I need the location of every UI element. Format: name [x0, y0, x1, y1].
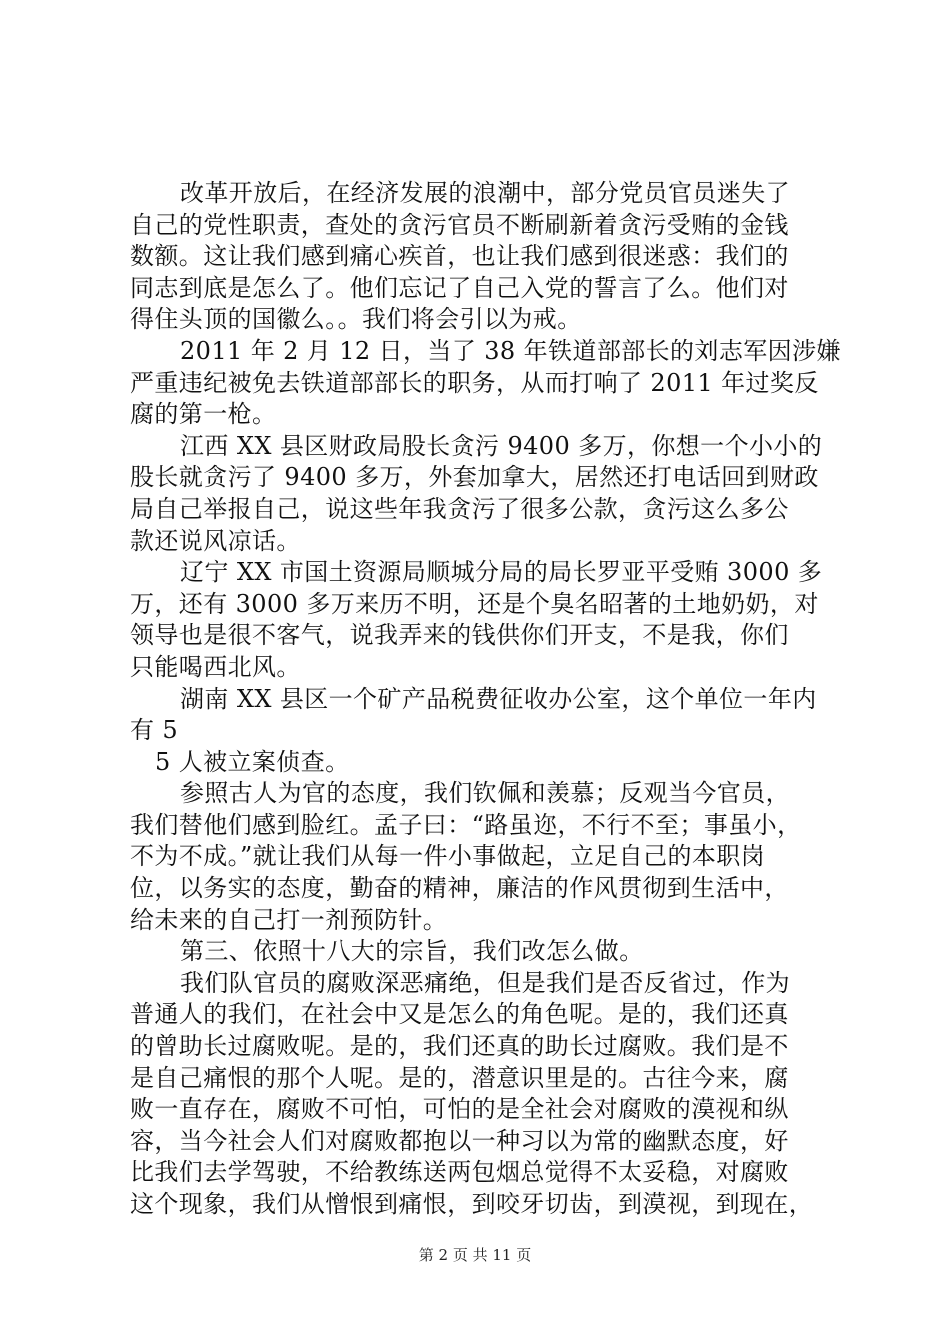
text-line: 同志到底是怎么了。他们忘记了自己入党的誓言了么。他们对	[130, 273, 789, 302]
text-line: 给未来的自己打一剂预防针。	[130, 905, 448, 934]
document-body	[130, 178, 841, 1221]
text-line: 的曾助长过腐败呢。是的，我们还真的助长过腐败。我们是不	[130, 1032, 789, 1061]
text-line: 局自己举报自己，说这些年我贪污了很多公款，贪污这么多公	[130, 494, 789, 523]
text-line: 我们替他们感到脸红。孟子曰：“路虽迩，不行不至；事虽小，	[130, 810, 802, 839]
text-line: 5 人被立案侦查。	[155, 747, 350, 776]
text-line: 我们队官员的腐败深恶痛绝，但是我们是否反省过，作为	[180, 968, 790, 997]
text-line: 得住头顶的国徽么。。我们将会引以为戒。	[130, 305, 582, 334]
text-line: 万，还有 3000 多万来历不明，还是个臭名昭著的土地奶奶，对	[130, 589, 819, 618]
text-line: 改革开放后，在经济发展的浪潮中，部分党员官员迷失了	[180, 179, 790, 207]
text-line: 辽宁 XX 市国土资源局顺城分局的局长罗亚平受贿 3000 多	[180, 558, 823, 587]
section-heading: 第三、依照十八大的宗旨，我们改怎么做。	[180, 937, 644, 966]
text-line: 容，当今社会人们对腐败都抱以一种习以为常的幽默态度，好	[130, 1126, 789, 1155]
text-line: 自己的党性职责，查处的贪污官员不断刷新着贪污受贿的金钱	[130, 210, 789, 239]
text-line: 比我们去学驾驶，不给教练送两包烟总觉得不太妥稳，对腐败	[130, 1158, 789, 1187]
text-line: 只能喝西北风。	[130, 652, 301, 681]
text-line: 位，以务实的态度，勤奋的精神，廉洁的作风贯彻到生活中，	[130, 874, 789, 903]
text-line: 不为不成。”就让我们从每一件小事做起，立足自己的本职岗	[130, 842, 766, 871]
text-line: 股长就贪污了 9400 多万，外套加拿大，居然还打电话回到财政	[130, 463, 819, 492]
text-line: 腐的第一枪。	[130, 400, 277, 429]
text-line: 严重违纪被免去铁道部部长的职务，从而打响了 2011 年过奖反	[130, 368, 819, 397]
text-line: 普通人的我们，在社会中又是怎么的角色呢。是的，我们还真	[130, 1000, 789, 1029]
text-line: 湖南 XX 县区一个矿产品税费征收办公室，这个单位一年内	[180, 684, 817, 713]
text-line: 是自己痛恨的那个人呢。是的，潜意识里是的。古往今来，腐	[130, 1063, 789, 1092]
page-number: 第 2 页 共 11 页	[418, 1246, 532, 1264]
text-line: 江西 XX 县区财政局股长贪污 9400 多万，你想一个小小的	[180, 431, 823, 460]
text-line: 数额。这让我们感到痛心疾首，也让我们感到很迷惑：我们的	[130, 242, 789, 271]
text-line: 这个现象，我们从憎恨到痛恨，到咬牙切齿，到漠视，到现在，	[130, 1190, 814, 1218]
text-line: 参照古人为官的态度，我们钦佩和羡慕；反观当今官员，	[180, 779, 790, 808]
text-line: 领导也是很不客气，说我弄来的钱供你们开支，不是我，你们	[130, 621, 789, 650]
text-line: 2011 年 2 月 12 日，当了 38 年铁道部部长的刘志军因涉嫌	[180, 336, 841, 365]
page-footer	[0, 1245, 950, 1265]
text-line: 款还说风凉话。	[130, 526, 301, 555]
text-line: 有 5	[130, 716, 179, 745]
text-line: 败一直存在，腐败不可怕，可怕的是全社会对腐败的漠视和纵	[130, 1095, 789, 1124]
